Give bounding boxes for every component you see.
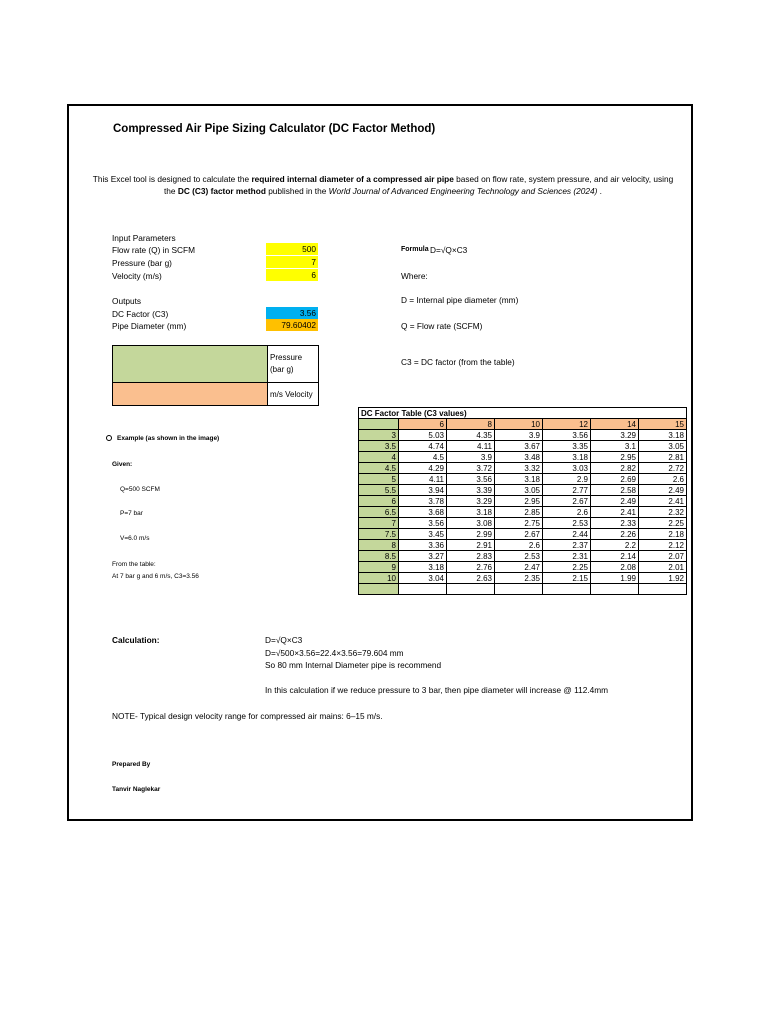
table-cell: 2.67 xyxy=(495,529,543,540)
table-cell: 3.56 xyxy=(399,518,447,529)
table-cell: 3.18 xyxy=(639,430,687,441)
where-label: Where: xyxy=(401,271,428,281)
table-cell: 2.14 xyxy=(591,551,639,562)
inputs-heading: Input Parameters xyxy=(112,233,176,243)
velocity-header: 15 xyxy=(639,419,687,430)
table-cell: 3.1 xyxy=(591,441,639,452)
table-cell: 3.72 xyxy=(447,463,495,474)
table-cell: 4.29 xyxy=(399,463,447,474)
table-cell: 2.31 xyxy=(543,551,591,562)
empty-cell xyxy=(495,584,543,595)
table-cell: 2.2 xyxy=(591,540,639,551)
table-cell: 4.35 xyxy=(447,430,495,441)
table-cell: 3.48 xyxy=(495,452,543,463)
table-cell: 2.37 xyxy=(543,540,591,551)
velocity-header: 6 xyxy=(399,419,447,430)
table-row xyxy=(359,573,687,584)
velocity-header: 12 xyxy=(543,419,591,430)
worksheet xyxy=(67,104,693,821)
intro-paragraph xyxy=(89,173,677,197)
table-cell: 2.85 xyxy=(495,507,543,518)
table-cell: 2.95 xyxy=(591,452,639,463)
intro-text-4: . xyxy=(597,186,602,196)
bullet-icon xyxy=(106,435,112,441)
dc-factor-output: 3.56 xyxy=(266,307,318,319)
table-cell: 3.9 xyxy=(447,452,495,463)
table-cell: 5.03 xyxy=(399,430,447,441)
table-cell: 2.77 xyxy=(543,485,591,496)
table-cell: 2.49 xyxy=(591,496,639,507)
table-cell: 3.29 xyxy=(591,430,639,441)
pressure-header: 3 xyxy=(359,430,399,441)
pipe-diameter-label: Pipe Diameter (mm) xyxy=(112,321,187,331)
table-row xyxy=(359,485,687,496)
empty-cell xyxy=(359,584,399,595)
table-cell: 3.67 xyxy=(495,441,543,452)
table-cell: 3.08 xyxy=(447,518,495,529)
table-cell: 2.95 xyxy=(495,496,543,507)
pressure-header: 7.5 xyxy=(359,529,399,540)
table-cell: 2.83 xyxy=(447,551,495,562)
table-cell: 3.35 xyxy=(543,441,591,452)
table-cell: 3.05 xyxy=(495,485,543,496)
table-cell: 3.78 xyxy=(399,496,447,507)
empty-cell xyxy=(639,584,687,595)
flow-label: Flow rate (Q) in SCFM xyxy=(112,245,195,255)
intro-text-2: based on flow rate, system pressure, and air velocity, using the xyxy=(164,174,674,196)
velocity-header-row xyxy=(359,419,687,430)
velocity-label: Velocity (m/s) xyxy=(112,271,162,281)
velocity-swatch xyxy=(113,383,268,406)
table-row xyxy=(359,496,687,507)
table-cell: 2.81 xyxy=(639,452,687,463)
intro-bold-2: DC (C3) factor method xyxy=(177,186,266,196)
table-cell: 2.6 xyxy=(495,540,543,551)
table-row xyxy=(359,463,687,474)
table-title: DC Factor Table (C3 values) xyxy=(359,408,687,419)
pressure-header: 5 xyxy=(359,474,399,485)
calculation-line-4: In this calculation if we reduce pressure to 3 bar, then pipe diameter will increase @ 112.4mm xyxy=(265,685,609,695)
table-row xyxy=(359,518,687,529)
from-table-label: From the table: xyxy=(112,561,156,568)
table-cell: 2.26 xyxy=(591,529,639,540)
calculation-line-3: So 80 mm Internal Diameter pipe is recommend xyxy=(265,660,442,670)
velocity-note: NOTE- Typical design velocity range for compressed air mains: 6–15 m/s. xyxy=(112,711,383,721)
velocity-input[interactable]: 6 xyxy=(266,269,318,281)
table-cell: 4.74 xyxy=(399,441,447,452)
table-cell: 3.05 xyxy=(639,441,687,452)
table-cell: 2.58 xyxy=(591,485,639,496)
table-cell: 2.32 xyxy=(639,507,687,518)
q-definition: Q = Flow rate (SCFM) xyxy=(401,321,483,331)
table-cell: 2.08 xyxy=(591,562,639,573)
table-cell: 2.01 xyxy=(639,562,687,573)
table-cell: 2.25 xyxy=(543,562,591,573)
table-cell: 2.07 xyxy=(639,551,687,562)
pressure-header: 8.5 xyxy=(359,551,399,562)
author-name: Tanvir Naglekar xyxy=(112,786,161,793)
given-p: P=7 bar xyxy=(120,510,143,517)
table-cell: 3.29 xyxy=(447,496,495,507)
table-cell: 2.41 xyxy=(591,507,639,518)
table-cell: 2.91 xyxy=(447,540,495,551)
velocity-legend-label: m/s Velocity xyxy=(268,383,319,406)
pressure-header: 10 xyxy=(359,573,399,584)
pressure-header: 6 xyxy=(359,496,399,507)
example-heading-text: Example (as shown in the image) xyxy=(117,435,220,442)
pressure-header: 6.5 xyxy=(359,507,399,518)
table-cell: 3.18 xyxy=(495,474,543,485)
table-cell: 3.56 xyxy=(543,430,591,441)
given-label: Given: xyxy=(112,461,133,468)
table-cell: 2.12 xyxy=(639,540,687,551)
table-cell: 3.04 xyxy=(399,573,447,584)
table-row xyxy=(359,430,687,441)
intro-text-1: This Excel tool is designed to calculate the xyxy=(92,174,252,184)
table-cell: 3.32 xyxy=(495,463,543,474)
table-cell: 3.18 xyxy=(447,507,495,518)
table-cell: 2.67 xyxy=(543,496,591,507)
c3-definition: C3 = DC factor (from the table) xyxy=(401,357,515,367)
table-cell: 3.45 xyxy=(399,529,447,540)
page-title: Compressed Air Pipe Sizing Calculator (DC Factor Method) xyxy=(113,123,436,135)
intro-text-3: published in the xyxy=(265,186,329,196)
table-row xyxy=(359,562,687,573)
table-cell: 2.6 xyxy=(639,474,687,485)
empty-row xyxy=(359,584,687,595)
table-row xyxy=(359,540,687,551)
pressure-header: 4.5 xyxy=(359,463,399,474)
table-cell: 2.41 xyxy=(639,496,687,507)
table-cell: 2.9 xyxy=(543,474,591,485)
table-cell: 2.99 xyxy=(447,529,495,540)
table-cell: 3.68 xyxy=(399,507,447,518)
table-cell: 1.99 xyxy=(591,573,639,584)
table-cell: 4.5 xyxy=(399,452,447,463)
intro-journal: World Journal of Advanced Engineering Technology and Sciences (2024) xyxy=(328,186,598,196)
table-cell: 3.27 xyxy=(399,551,447,562)
table-cell: 4.11 xyxy=(447,441,495,452)
formula-label: Formula xyxy=(401,246,429,253)
velocity-header: 10 xyxy=(495,419,543,430)
table-row xyxy=(359,551,687,562)
table-cell: 3.56 xyxy=(447,474,495,485)
table-cell: 2.15 xyxy=(543,573,591,584)
formula-expression: D=√Q×C3 xyxy=(430,245,468,255)
table-cell: 2.47 xyxy=(495,562,543,573)
calculation-line-1: D=√Q×C3 xyxy=(265,635,303,645)
pressure-swatch xyxy=(113,346,268,383)
corner-cell xyxy=(359,419,399,430)
empty-cell xyxy=(543,584,591,595)
pressure-header: 8 xyxy=(359,540,399,551)
example-heading xyxy=(106,435,219,442)
table-cell: 3.39 xyxy=(447,485,495,496)
empty-cell xyxy=(447,584,495,595)
table-cell: 3.18 xyxy=(543,452,591,463)
table-cell: 4.11 xyxy=(399,474,447,485)
table-cell: 2.18 xyxy=(639,529,687,540)
table-cell: 2.25 xyxy=(639,518,687,529)
flow-input[interactable]: 500 xyxy=(266,243,318,255)
pressure-header: 4 xyxy=(359,452,399,463)
table-cell: 2.69 xyxy=(591,474,639,485)
pipe-diameter-output: 79.60402 xyxy=(266,319,318,331)
prepared-by-label: Prepared By xyxy=(112,761,151,768)
table-cell: 2.63 xyxy=(447,573,495,584)
velocity-header: 8 xyxy=(447,419,495,430)
table-row xyxy=(359,441,687,452)
empty-cell xyxy=(399,584,447,595)
table-cell: 2.72 xyxy=(639,463,687,474)
table-cell: 2.53 xyxy=(543,518,591,529)
dc-factor-label: DC Factor (C3) xyxy=(112,309,169,319)
table-row xyxy=(359,452,687,463)
intro-bold-1: required internal diameter of a compressed air pipe xyxy=(251,174,454,184)
calculation-line-2: D=√500×3.56=22.4×3.56=79.604 mm xyxy=(265,648,404,658)
table-cell: 3.94 xyxy=(399,485,447,496)
table-cell: 2.49 xyxy=(639,485,687,496)
table-cell: 3.18 xyxy=(399,562,447,573)
table-cell: 2.76 xyxy=(447,562,495,573)
dc-factor-table xyxy=(358,407,687,595)
d-definition: D = Internal pipe diameter (mm) xyxy=(401,295,519,305)
example-result: At 7 bar g and 6 m/s, C3=3.56 xyxy=(112,573,199,580)
pressure-header: 7 xyxy=(359,518,399,529)
outputs-heading: Outputs xyxy=(112,296,142,306)
table-cell: 2.44 xyxy=(543,529,591,540)
pressure-label: Pressure (bar g) xyxy=(112,258,172,268)
given-q: Q=500 SCFM xyxy=(120,486,160,493)
table-cell: 3.03 xyxy=(543,463,591,474)
calculation-label: Calculation: xyxy=(112,635,160,645)
velocity-header: 14 xyxy=(591,419,639,430)
table-cell: 2.33 xyxy=(591,518,639,529)
table-cell: 2.35 xyxy=(495,573,543,584)
table-row xyxy=(359,507,687,518)
pressure-header: 5.5 xyxy=(359,485,399,496)
empty-cell xyxy=(591,584,639,595)
given-v: V=6.0 m/s xyxy=(120,535,150,542)
table-cell: 1.92 xyxy=(639,573,687,584)
table-title-row xyxy=(359,408,687,419)
pressure-header: 9 xyxy=(359,562,399,573)
table-cell: 3.9 xyxy=(495,430,543,441)
pressure-legend-label: Pressure (bar g) xyxy=(268,346,319,383)
color-legend xyxy=(112,345,319,406)
table-row xyxy=(359,529,687,540)
table-cell: 2.82 xyxy=(591,463,639,474)
table-cell: 2.6 xyxy=(543,507,591,518)
table-row xyxy=(359,474,687,485)
table-cell: 2.75 xyxy=(495,518,543,529)
table-cell: 3.36 xyxy=(399,540,447,551)
pressure-input[interactable]: 7 xyxy=(266,256,318,268)
table-cell: 2.53 xyxy=(495,551,543,562)
pressure-header: 3.5 xyxy=(359,441,399,452)
